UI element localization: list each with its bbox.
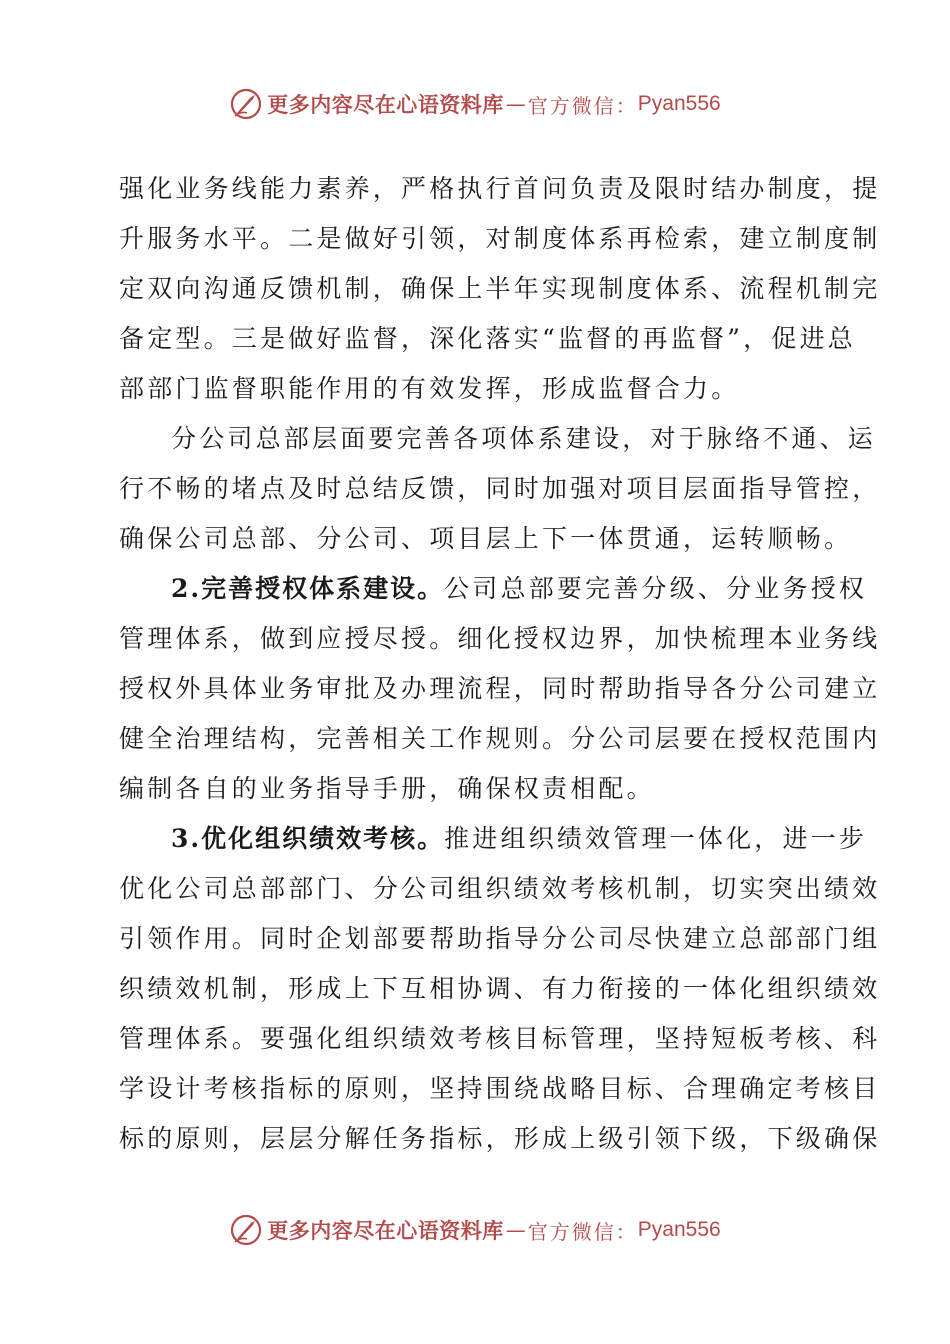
text-line: 部部门监督职能作用的有效发挥，形成监督合力。 (119, 374, 740, 403)
header-watermark-banner (0, 84, 950, 124)
text-line: 确保公司总部、分公司、项目层上下一体贯通，运转顺畅。 (119, 524, 853, 553)
text-line: 管理体系，做到应授尽授。细化授权边界，加快梳理本业务线 (119, 624, 881, 653)
document-body (119, 164, 881, 1164)
text-line: 管理体系。要强化组织绩效考核目标管理，坚持短板考核、科 (119, 1024, 881, 1053)
text-line: 标的原则，层层分解任务指标，形成上级引领下级，下级确保 (119, 1124, 881, 1153)
banner-brand-text: 更多内容尽在心语资料库 (267, 92, 504, 117)
section-text: 推进组织绩效管理一体化，进一步 (444, 824, 868, 853)
banner-wechat-id: Pyan556 (637, 92, 721, 115)
quill-logo-icon (229, 87, 263, 121)
footer-watermark-banner (0, 1210, 950, 1250)
quill-logo-icon (229, 1213, 263, 1247)
text-line: 强化业务线能力素养，严格执行首问负责及限时结办制度，提 (119, 174, 881, 203)
section-3-first-line (119, 814, 868, 864)
text-line: 编制各自的业务指导手册，确保权责相配。 (119, 774, 655, 803)
text-line: 健全治理结构，完善相关工作规则。分公司层要在授权范围内 (119, 724, 881, 753)
text-line: 授权外具体业务审批及办理流程，同时帮助指导各分公司建立 (119, 674, 881, 703)
section-heading: 2.完善授权体系建设。 (171, 574, 445, 603)
banner-wechat-label: 官方微信： (527, 1219, 638, 1244)
text-line: 优化公司总部部门、分公司组织绩效考核机制，切实突出绩效 (119, 874, 881, 903)
section-heading: 3.优化组织绩效考核。 (171, 824, 445, 853)
text-line: 引领作用。同时企划部要帮助指导分公司尽快建立总部部门组 (119, 924, 881, 953)
section-2-first-line (119, 564, 868, 614)
banner-dash: — (505, 1218, 526, 1242)
text-line: 备定型。三是做好监督，深化落实“监督的再监督”，促进总 (119, 324, 856, 353)
text-line: 学设计考核指标的原则，坚持围绕战略目标、合理确定考核目 (119, 1074, 881, 1103)
text-line: 织绩效机制，形成上下互相协调、有力衔接的一体化组织绩效 (119, 974, 881, 1003)
text-line: 分公司总部层面要完善各项体系建设，对于脉络不通、运 (171, 424, 877, 453)
banner-dash: — (505, 92, 526, 116)
banner-wechat-label: 官方微信： (527, 93, 638, 118)
text-line: 行不畅的堵点及时总结反馈，同时加强对项目层面指导管控， (119, 474, 881, 503)
banner-brand-text: 更多内容尽在心语资料库 (267, 1218, 504, 1243)
text-line: 升服务水平。二是做好引领，对制度体系再检索，建立制度制 (119, 224, 881, 253)
banner-wechat-id: Pyan556 (637, 1218, 721, 1241)
section-text: 公司总部要完善分级、分业务授权 (444, 574, 868, 603)
text-line: 定双向沟通反馈机制，确保上半年实现制度体系、流程机制完 (119, 274, 881, 303)
